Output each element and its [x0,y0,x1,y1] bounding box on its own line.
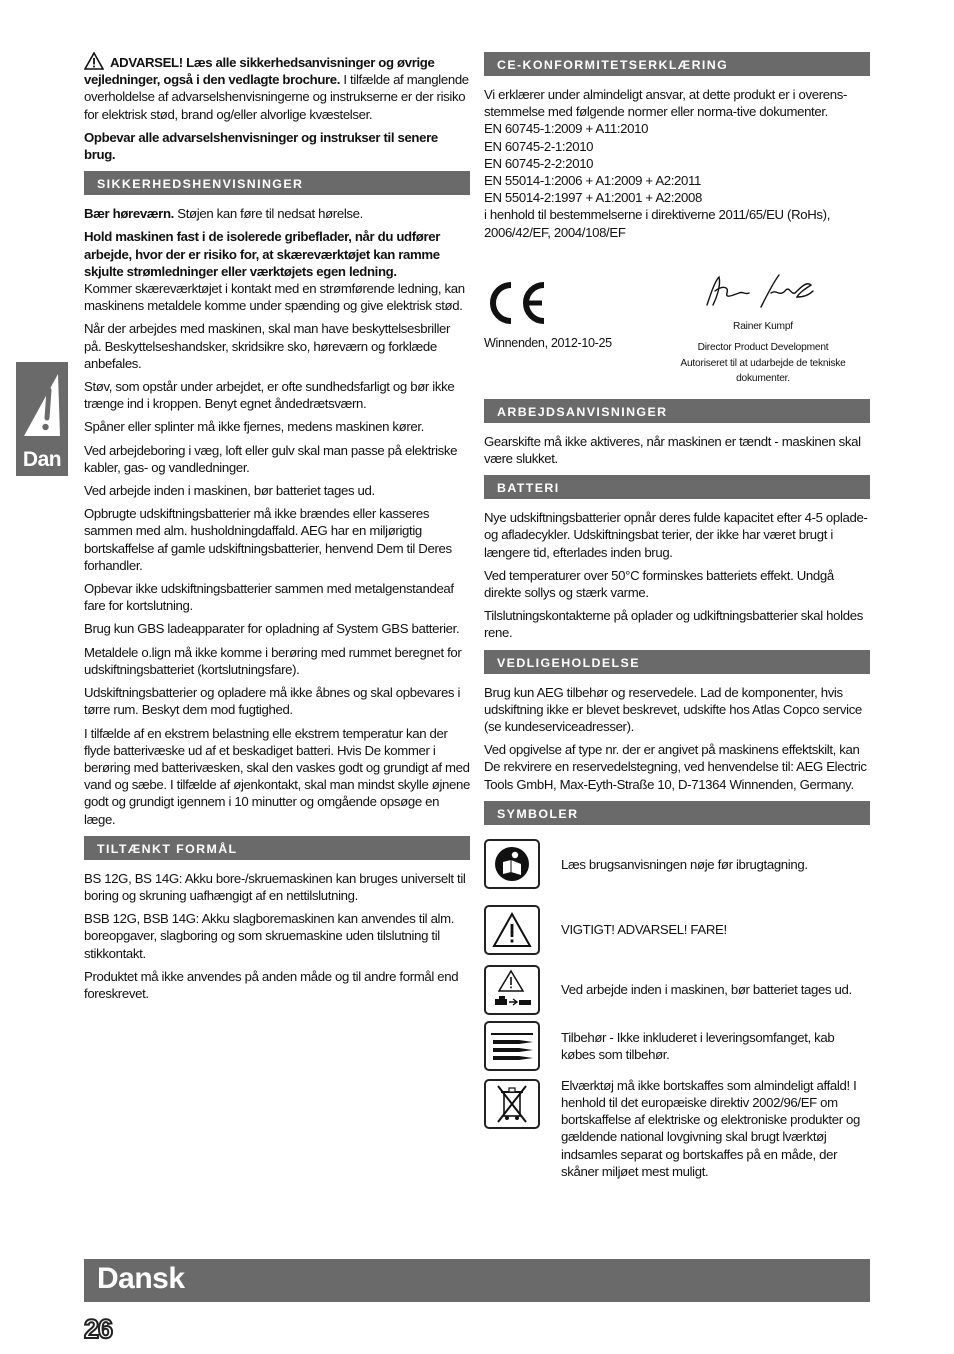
symbol-row [484,903,870,965]
signature-image [699,271,829,311]
ce-line: EN 55014-2:1997 + A1:2001 + A2:2008 [484,190,702,206]
work-paragraph: Gearskifte må ikke aktiveres, når maskinen er tændt - maskinen skal være slukket. [484,433,861,467]
safety-paragraph: Når der arbejdes med maskinen, skal man have beskyttelsesbriller på. Beskyttelseshandsker, skridsikre sko, høreværn og forklæde anbefales. [84,321,451,371]
safety-paragraph: Støv, som opstår under arbejdet, er ofte sundhedsfarligt og bør ikke trænge ind i kroppen. Benyt egnet åndedrætsværn. [84,379,455,412]
symbol-row [484,839,870,903]
page-number: 26 [84,1314,113,1344]
safety-paragraph: Opbevar ikke udskiftningsbatterier sammen med metalgenstandeaf fare for kortslutning. [84,581,454,614]
safety-paragraph: Spåner eller splinter må ikke fjernes, medens maskinen kører. [84,419,424,435]
hold-text: Kommer skæreværktøjet i kontakt med en strømførende ledning, kan maskinens metaldele komme under spænding og give elektrisk stød. [84,281,465,314]
battery-paragraph: Tilslutningskontakterne på oplader og udkiftningsbatterier skal holdes rene. [484,608,863,641]
ear-text: Støjen kan føre til nedsat hørelse. [173,206,363,222]
warning-bold: ADVARSEL! Læs alle sikkerhedsanvisninger og øvrige vejledninger, også i den vedlagte brochure. [84,55,435,88]
declaration-date: Winnenden, 2012-10-25 [484,335,612,350]
safety-paragraph: I tilfælde af en ekstrem belastning elle ekstrem temperatur kan der flyde batterivæske ud af et beskadiget batteri. Hvis De kommer i berøring med batterivæsken, skal den vaskes godt og grundigt af med vand og sæbe. I tilfælde af øjenkontakt, skal man mindst skylle øjnene godt og grundigt igennem i 10 minutter og omgående opsøge en læge. [84,725,470,827]
battery-paragraph: Nye udskiftningsbatterier opnår deres fulde kapacitet efter 4-5 oplade- og afladecykler. Udskiftningsbat terier, der ikke har været brugt i længere tid, efterlades inden brug. [484,510,868,560]
hold-paragraph [84,228,470,314]
safety-paragraph: Udskiftningsbatterier og opladere må ikke åbnes og skal opbevares i tørre rum. Beskyt dem mod fugtighed. [84,685,461,718]
section-heading-work: ARBEJDSANVISNINGER [484,399,870,423]
ce-line: i henhold til bestemmelserne i direktiverne 2011/65/EU (RoHs), 2006/42/EF, 2004/108/EF [484,207,831,240]
hold-bold: Hold maskinen fast i de isolerede gribeflader, når du udfører arbejde, hvor der er risiko for, at skæreværktøjet kan ramme skjulte strømledninger eller værktøjets egen ledning. [84,229,441,279]
ear-protection-paragraph [84,205,470,222]
ce-declaration [484,86,870,241]
signature-area [484,247,870,387]
safety-paragraph: Brug kun GBS ladeapparater for opladning af System GBS batterier. [84,621,460,637]
warning-paragraph [84,52,470,123]
symbol-text: Læs brugsanvisningen nøje før ibrugtagning. [561,856,808,872]
safety-paragraph: Opbrugte udskiftningsbatterier må ikke brændes eller kasseres sammen med alm. husholdningdaffald. AEG har en miljørigtig bortskaffelse af gamle udskiftningsbatterier, henvend Dem til Deres forhandler. [84,506,452,573]
battery-paragraph: Ved temperaturer over 50°C forminskes batteriets effekt. Undgå direkte sollys og stærk varme. [484,567,834,601]
purpose-paragraph: BS 12G, BS 14G: Akku bore-/skruemaskinen kan bruges universelt til boring og skruning uafhængigt af en nettilslutning. [84,870,466,903]
side-tab [16,362,68,476]
ce-line: EN 60745-2-1:2010 [484,138,594,154]
ear-bold: Bær høreværn. [84,206,174,222]
side-tab-label: Dan [22,448,62,471]
ce-mark-icon [484,279,550,327]
signer-name: Rainer Kumpf [733,320,793,332]
keep-instructions: Opbevar alle advarselshenvisninger og instrukser til senere brug. [84,129,438,163]
ce-line: Vi erklærer under almindeligt ansvar, at dette produkt er i overens-stemmelse med følgende normer eller norma-tive dokumenter. [484,87,847,120]
accessory-icon [484,1021,540,1071]
section-heading-symbols: SYMBOLER [484,801,870,825]
signer-title: Director Product Development [697,342,829,354]
section-heading-purpose: TILTÆNKT FORMÅL [84,836,470,860]
signer-note: Autoriseret til at udarbejde de tekniske dokumenter. [680,357,846,385]
signer-block [676,319,850,387]
maintenance-paragraph: Brug kun AEG tilbehør og reservedele. Lad de komponenter, hvis udskiftning ikke er blevet beskrevet, udskifte hos Atlas Copco service (se kundeserviceadresser). [484,684,862,735]
symbol-text: Tilbehør - Ikke inkluderet i leveringsomfanget, kab købes som tilbehør. [561,1029,835,1063]
section-heading-ce: CE-KONFORMITETSERKLÆRING [484,52,870,76]
section-heading-battery: BATTERI [484,475,870,499]
purpose-paragraph: BSB 12G, BSB 14G: Akku slagboremaskinen kan anvendes til alm. boreopgaver, slagboring og som skruemaskine uden tilslutning til stikkontakt. [84,911,455,961]
safety-paragraph: Ved arbejde inden i maskinen, bør batteriet tages ud. [84,483,375,499]
purpose-paragraph: Produktet må ikke anvendes på anden måde og til andre formål end foreskrevet. [84,968,459,1001]
warning-triangle-icon [84,52,104,70]
symbol-text: VIGTIGT! ADVARSEL! FARE! [561,921,727,937]
section-heading-safety: SIKKERHEDSHENVISNINGER [84,171,470,195]
symbol-row [484,1021,870,1077]
warning-text: I tilfælde af manglende overholdelse af advarselshenvisningerne og instrukserne er der risiko for elektrisk stød, brand og/eller alvorlige kvæstelser. [84,72,469,122]
safety-paragraph: Ved arbejdeboring i væg, loft eller gulv skal man passe på elektriske kabler, gas- og vandledninger. [84,442,458,475]
footer-title: Dansk [97,1262,185,1295]
ce-line: EN 60745-1:2009 + A11:2010 [484,121,649,137]
read-manual-icon [484,839,540,889]
symbol-text: Elværktøj må ikke bortskaffes som almindeligt affald! I henhold til det europæiske direktiv 2002/96/EF om bortskaffelse af elektriske og elektroniske produkter og gældende national lovgivning skal brugt lværktøj indsamles separat og bortskaffes på en måde, der skåner miljøet mest muligt. [561,1077,861,1179]
maintenance-paragraph: Ved opgivelse af type nr. der er angivet på maskinens effektskilt, kan De rekvirere en reservedelstegning, ved henvendelse til: AEG Electric Tools GmbH, Max-Eyth-Straße 10, D-71364 Winnenden, Germany. [484,742,867,792]
right-column [484,52,870,1187]
weee-bin-icon [484,1079,540,1129]
symbol-row [484,1077,870,1187]
symbol-text: Ved arbejde inden i maskinen, bør batteriet tages ud. [561,981,852,997]
warning-icon [484,905,540,955]
symbol-row [484,965,870,1021]
section-heading-maintenance: VEDLIGEHOLDELSE [484,650,870,674]
ce-line: EN 60745-2-2:2010 [484,155,594,171]
left-column [84,52,470,1008]
ce-line: EN 55014-1:2006 + A1:2009 + A2:2011 [484,173,702,189]
warning-triangle-icon [22,372,62,440]
safety-paragraph: Metaldele o.lign må ikke komme i berøring med rummet beregnet for udskiftningsbatteriet (kortslutningsfare). [84,644,462,677]
remove-battery-icon [484,965,540,1015]
footer-language-bar [84,1259,870,1302]
